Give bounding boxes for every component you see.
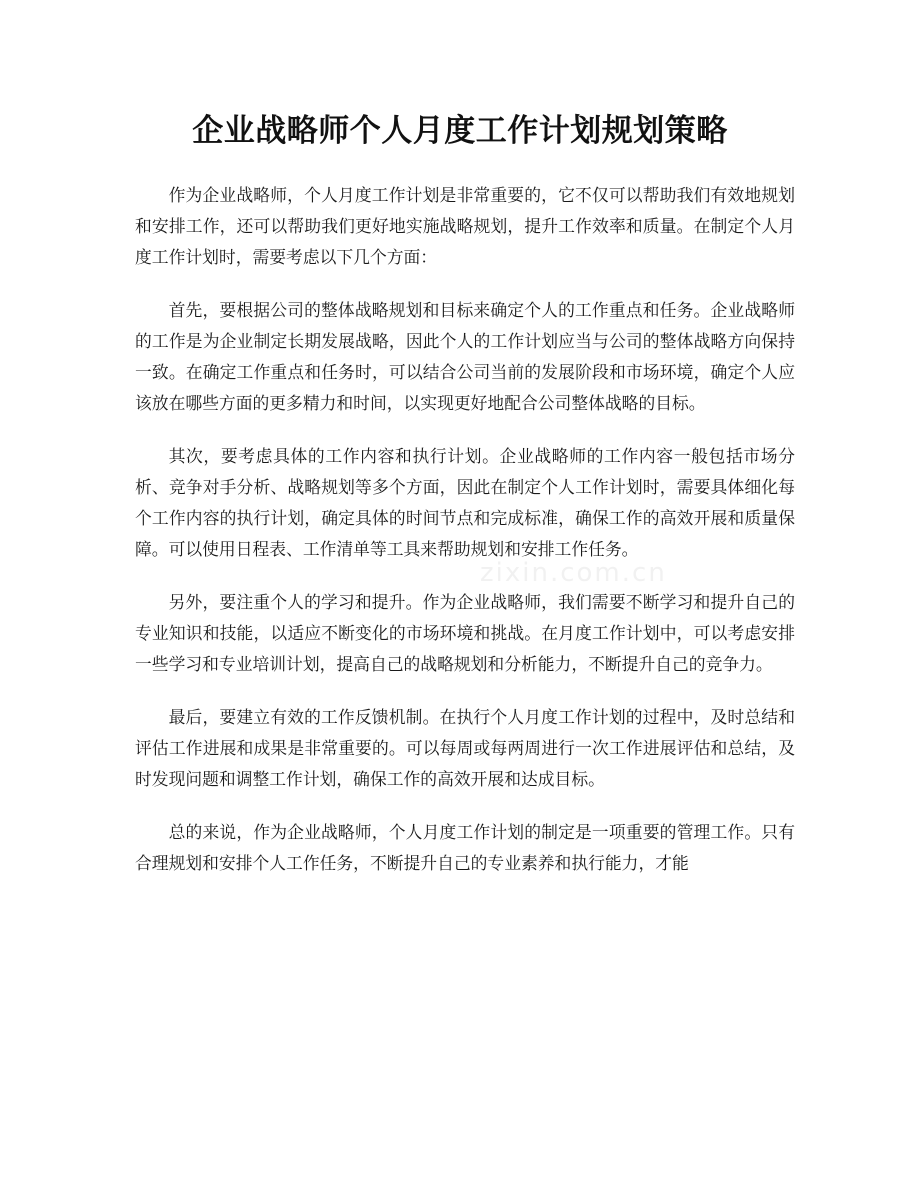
paragraph-summary: 总的来说，作为企业战略师，个人月度工作计划的制定是一项重要的管理工作。只有合理规划和安排个人工作任务，不断提升自己的专业素养和执行能力，才能 xyxy=(135,822,795,873)
paragraph-additionally: 另外，要注重个人的学习和提升。作为企业战略师，我们需要不断学习和提升自己的专业知识和技能，以适应不断变化的市场环境和挑战。在月度工作计划中，可以考虑安排一些学习和专业培训计划，提高自己的战略规划和分析能力，不断提升自己的竞争力。 xyxy=(135,592,795,674)
watermark: zixin.com.cn xyxy=(480,558,667,588)
page-title: 企业战略师个人月度工作计划规划策略 xyxy=(192,113,728,149)
paragraph-second: 其次，要考虑具体的工作内容和执行计划。企业战略师的工作内容一般包括市场分析、竞争对手分析、战略规划等多个方面，因此在制定个人工作计划时，需要具体细化每个工作内容的执行计划，确定具体的时间节点和完成标准，确保工作的高效开展和质量保障。可以使用日程表、工作清单等工具来帮助规划和安排工作任务。 xyxy=(135,446,795,559)
paragraph-finally: 最后，要建立有效的工作反馈机制。在执行个人月度工作计划的过程中，及时总结和评估工作进展和成果是非常重要的。可以每周或每两周进行一次工作进展评估和总结，及时发现问题和调整工作计划，确保工作的高效开展和达成目标。 xyxy=(135,707,795,789)
paragraph-intro: 作为企业战略师，个人月度工作计划是非常重要的，它不仅可以帮助我们有效地规划和安排工作，还可以帮助我们更好地实施战略规划，提升工作效率和质量。在制定个人月度工作计划时，需要考虑以下几个方面： xyxy=(135,185,795,267)
document-body xyxy=(135,180,795,901)
paragraph-first: 首先，要根据公司的整体战略规划和目标来确定个人的工作重点和任务。企业战略师的工作是为企业制定长期发展战略，因此个人的工作计划应当与公司的整体战略方向保持一致。在确定工作重点和任务时，可以结合公司当前的发展阶段和市场环境，确定个人应该放在哪些方面的更多精力和时间，以实现更好地配合公司整体战略的目标。 xyxy=(135,300,795,413)
